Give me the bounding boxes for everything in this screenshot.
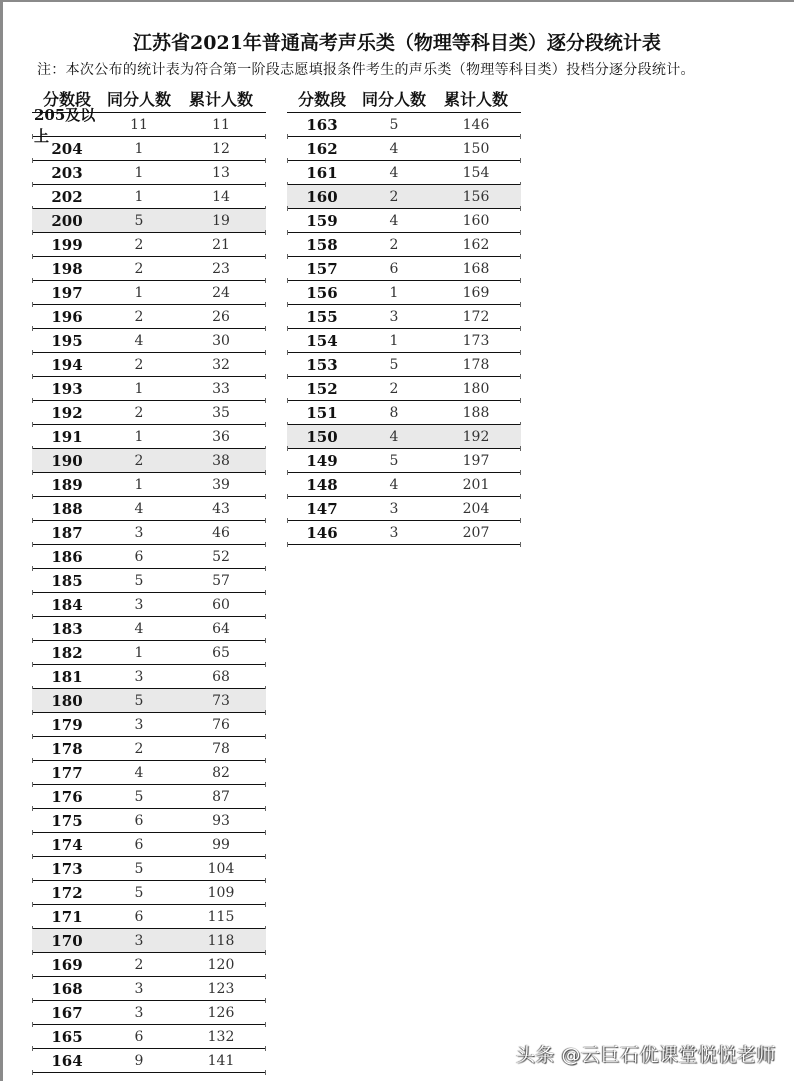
table-row [32, 521, 266, 545]
image-frame-left [0, 0, 3, 1081]
score-cell: 153 [306, 355, 338, 374]
score-cell: 183 [51, 619, 83, 638]
count-cell: 1 [134, 644, 144, 661]
table-row [287, 329, 521, 353]
table-row [32, 737, 266, 761]
table-row [32, 569, 266, 593]
count-cell: 6 [134, 908, 144, 925]
count-cell: 4 [389, 212, 399, 229]
count-cell: 4 [134, 332, 144, 349]
cumulative-cell: 12 [212, 140, 230, 157]
cumulative-cell: 57 [212, 572, 230, 589]
cumulative-cell: 13 [212, 164, 230, 181]
cumulative-cell: 172 [462, 308, 490, 325]
score-cell: 202 [51, 187, 83, 206]
count-cell: 1 [134, 188, 144, 205]
score-cell: 193 [51, 379, 83, 398]
cumulative-cell: 39 [212, 476, 230, 493]
table-body [287, 113, 521, 545]
table-row [287, 137, 521, 161]
column-header-score: 分数段 [42, 89, 91, 109]
table-row [32, 665, 266, 689]
score-cell: 174 [51, 835, 83, 854]
cumulative-cell: 19 [212, 212, 230, 229]
count-cell: 4 [389, 476, 399, 493]
count-cell: 5 [134, 212, 144, 229]
cumulative-cell: 168 [462, 260, 490, 277]
cumulative-cell: 154 [462, 164, 490, 181]
count-cell: 3 [134, 1004, 144, 1021]
cumulative-cell: 32 [212, 356, 230, 373]
cumulative-cell: 23 [212, 260, 230, 277]
score-cell: 189 [51, 475, 83, 494]
table-row [32, 185, 266, 209]
count-cell: 2 [134, 404, 144, 421]
score-cell: 197 [51, 283, 83, 302]
table-row [32, 1025, 266, 1049]
count-cell: 4 [134, 620, 144, 637]
count-cell: 1 [134, 428, 144, 445]
table-row [287, 521, 521, 545]
count-cell: 6 [134, 548, 144, 565]
count-cell: 11 [130, 116, 148, 133]
table-row [32, 233, 266, 257]
cumulative-cell: 160 [462, 212, 490, 229]
table-row [32, 257, 266, 281]
cumulative-cell: 78 [212, 740, 230, 757]
table-row [32, 761, 266, 785]
score-cell: 176 [51, 787, 83, 806]
score-cell: 190 [51, 451, 83, 470]
cumulative-cell: 24 [212, 284, 230, 301]
count-cell: 2 [134, 236, 144, 253]
column-header-count: 同分人数 [361, 89, 426, 109]
score-cell: 179 [51, 715, 83, 734]
count-cell: 5 [389, 452, 399, 469]
cumulative-cell: 38 [212, 452, 230, 469]
table-row [32, 137, 266, 161]
score-table-left [32, 84, 266, 1073]
score-cell: 199 [51, 235, 83, 254]
score-cell: 200 [51, 211, 83, 230]
count-cell: 9 [134, 1052, 144, 1069]
cumulative-cell: 178 [462, 356, 490, 373]
table-row [32, 713, 266, 737]
table-row [287, 305, 521, 329]
table-row [32, 1049, 266, 1073]
score-cell: 149 [306, 451, 338, 470]
cumulative-cell: 21 [212, 236, 230, 253]
score-cell: 182 [51, 643, 83, 662]
table-row [32, 593, 266, 617]
cumulative-cell: 11 [212, 116, 230, 133]
table-note: 注：本次公布的统计表为符合第一阶段志愿填报条件考生的声乐类（物理等科目类）投档分逐分段统计。 [37, 62, 695, 78]
count-cell: 4 [389, 164, 399, 181]
cumulative-cell: 201 [462, 476, 490, 493]
count-cell: 5 [134, 860, 144, 877]
cumulative-cell: 192 [462, 428, 490, 445]
table-row [287, 449, 521, 473]
cumulative-cell: 35 [212, 404, 230, 421]
score-cell: 188 [51, 499, 83, 518]
count-cell: 1 [134, 380, 144, 397]
cumulative-cell: 188 [462, 404, 490, 421]
count-cell: 2 [134, 452, 144, 469]
table-row [32, 209, 266, 233]
table-row [32, 329, 266, 353]
table-row [32, 809, 266, 833]
cumulative-cell: 43 [212, 500, 230, 517]
table-row [32, 617, 266, 641]
table-row [32, 281, 266, 305]
count-cell: 2 [134, 260, 144, 277]
score-cell: 187 [51, 523, 83, 542]
cumulative-cell: 36 [212, 428, 230, 445]
score-cell: 146 [306, 523, 338, 542]
cumulative-cell: 104 [207, 860, 235, 877]
score-cell: 172 [51, 883, 83, 902]
count-cell: 5 [389, 116, 399, 133]
cumulative-cell: 99 [212, 836, 230, 853]
score-cell: 156 [306, 283, 338, 302]
count-cell: 5 [134, 788, 144, 805]
score-cell: 162 [306, 139, 338, 158]
score-cell: 151 [306, 403, 338, 422]
score-cell: 178 [51, 739, 83, 758]
count-cell: 2 [134, 956, 144, 973]
score-cell: 161 [306, 163, 338, 182]
cumulative-cell: 141 [207, 1052, 235, 1069]
score-cell: 165 [51, 1027, 83, 1046]
count-cell: 3 [134, 932, 144, 949]
table-row [32, 425, 266, 449]
table-header [287, 84, 521, 113]
cumulative-cell: 33 [212, 380, 230, 397]
count-cell: 1 [389, 284, 399, 301]
column-header-cumulative: 累计人数 [188, 89, 253, 109]
cumulative-cell: 173 [462, 332, 490, 349]
count-cell: 5 [134, 884, 144, 901]
count-cell: 3 [134, 524, 144, 541]
table-row [32, 161, 266, 185]
score-cell: 157 [306, 259, 338, 278]
table-row [287, 257, 521, 281]
table-row [32, 929, 266, 953]
cumulative-cell: 115 [207, 908, 235, 925]
table-row [287, 113, 521, 137]
count-cell: 3 [389, 308, 399, 325]
count-cell: 4 [134, 500, 144, 517]
score-cell: 154 [306, 331, 338, 350]
table-row [32, 881, 266, 905]
count-cell: 4 [389, 140, 399, 157]
score-cell: 181 [51, 667, 83, 686]
cumulative-cell: 126 [207, 1004, 235, 1021]
table-row [287, 353, 521, 377]
score-cell: 160 [306, 187, 338, 206]
count-cell: 2 [389, 188, 399, 205]
cumulative-cell: 156 [462, 188, 490, 205]
score-cell: 184 [51, 595, 83, 614]
count-cell: 4 [389, 428, 399, 445]
count-cell: 3 [134, 716, 144, 733]
score-cell: 163 [306, 115, 338, 134]
count-cell: 1 [134, 476, 144, 493]
table-row [32, 785, 266, 809]
score-cell: 196 [51, 307, 83, 326]
score-cell: 148 [306, 475, 338, 494]
table-row [32, 473, 266, 497]
cumulative-cell: 73 [212, 692, 230, 709]
score-cell: 175 [51, 811, 83, 830]
table-row [32, 305, 266, 329]
count-cell: 3 [134, 980, 144, 997]
score-cell: 192 [51, 403, 83, 422]
score-cell: 177 [51, 763, 83, 782]
cumulative-cell: 93 [212, 812, 230, 829]
score-cell: 155 [306, 307, 338, 326]
score-cell: 173 [51, 859, 83, 878]
table-row [287, 473, 521, 497]
score-cell: 180 [51, 691, 83, 710]
table-row [32, 641, 266, 665]
table-row [287, 281, 521, 305]
score-cell: 164 [51, 1051, 83, 1070]
table-row [32, 353, 266, 377]
table-row [32, 689, 266, 713]
table-row [32, 857, 266, 881]
table-row [32, 497, 266, 521]
column-header-count: 同分人数 [106, 89, 171, 109]
count-cell: 1 [134, 140, 144, 157]
score-cell: 170 [51, 931, 83, 950]
score-cell: 204 [51, 139, 83, 158]
table-row [287, 497, 521, 521]
cumulative-cell: 82 [212, 764, 230, 781]
count-cell: 1 [134, 284, 144, 301]
table-row [32, 449, 266, 473]
count-cell: 3 [389, 524, 399, 541]
column-header-score: 分数段 [297, 89, 346, 109]
cumulative-cell: 64 [212, 620, 230, 637]
table-row [32, 401, 266, 425]
cumulative-cell: 26 [212, 308, 230, 325]
count-cell: 4 [134, 764, 144, 781]
table-row [32, 377, 266, 401]
count-cell: 5 [389, 356, 399, 373]
cumulative-cell: 46 [212, 524, 230, 541]
count-cell: 3 [134, 596, 144, 613]
count-cell: 2 [389, 380, 399, 397]
table-row [287, 161, 521, 185]
count-cell: 2 [134, 740, 144, 757]
cumulative-cell: 132 [207, 1028, 235, 1045]
score-cell: 191 [51, 427, 83, 446]
cumulative-cell: 87 [212, 788, 230, 805]
cumulative-cell: 146 [462, 116, 490, 133]
score-cell: 195 [51, 331, 83, 350]
count-cell: 2 [134, 356, 144, 373]
table-row [287, 425, 521, 449]
count-cell: 5 [134, 572, 144, 589]
cumulative-cell: 207 [462, 524, 490, 541]
count-cell: 5 [134, 692, 144, 709]
cumulative-cell: 52 [212, 548, 230, 565]
score-cell: 159 [306, 211, 338, 230]
count-cell: 2 [389, 236, 399, 253]
score-cell: 171 [51, 907, 83, 926]
cumulative-cell: 109 [207, 884, 235, 901]
count-cell: 2 [134, 308, 144, 325]
cumulative-cell: 162 [462, 236, 490, 253]
cumulative-cell: 118 [207, 932, 235, 949]
cumulative-cell: 150 [462, 140, 490, 157]
score-cell: 169 [51, 955, 83, 974]
table-body [32, 105, 266, 1073]
table-row [287, 233, 521, 257]
score-table-right [287, 84, 521, 545]
count-cell: 1 [134, 164, 144, 181]
table-row [287, 401, 521, 425]
score-cell: 205及以上 [34, 105, 96, 145]
cumulative-cell: 204 [462, 500, 490, 517]
cumulative-cell: 76 [212, 716, 230, 733]
score-cell: 167 [51, 1003, 83, 1022]
score-cell: 150 [306, 427, 338, 446]
image-frame-top [0, 0, 794, 2]
table-row [32, 977, 266, 1001]
count-cell: 6 [134, 812, 144, 829]
score-cell: 168 [51, 979, 83, 998]
score-cell: 186 [51, 547, 83, 566]
cumulative-cell: 180 [462, 380, 490, 397]
page-title: 江苏省2021年普通高考声乐类（物理等科目类）逐分段统计表 [133, 32, 661, 54]
cumulative-cell: 120 [207, 956, 235, 973]
table-row [287, 209, 521, 233]
watermark: 头条 @云巨石优课堂悦悦老师 [515, 1044, 776, 1066]
table-row [287, 377, 521, 401]
cumulative-cell: 60 [212, 596, 230, 613]
score-cell: 147 [306, 499, 338, 518]
cumulative-cell: 169 [462, 284, 490, 301]
score-cell: 152 [306, 379, 338, 398]
count-cell: 8 [389, 404, 399, 421]
table-row [32, 545, 266, 569]
count-cell: 3 [389, 500, 399, 517]
cumulative-cell: 123 [207, 980, 235, 997]
cumulative-cell: 68 [212, 668, 230, 685]
table-row [32, 833, 266, 857]
table-row [32, 105, 266, 145]
count-cell: 1 [389, 332, 399, 349]
count-cell: 6 [134, 1028, 144, 1045]
table-row [32, 953, 266, 977]
cumulative-cell: 65 [212, 644, 230, 661]
table-row [287, 185, 521, 209]
column-header-cumulative: 累计人数 [443, 89, 508, 109]
table-row [32, 905, 266, 929]
cumulative-cell: 14 [212, 188, 230, 205]
count-cell: 6 [134, 836, 144, 853]
score-cell: 194 [51, 355, 83, 374]
count-cell: 3 [134, 668, 144, 685]
cumulative-cell: 30 [212, 332, 230, 349]
score-cell: 158 [306, 235, 338, 254]
score-cell: 198 [51, 259, 83, 278]
score-cell: 203 [51, 163, 83, 182]
score-cell: 185 [51, 571, 83, 590]
table-row [32, 1001, 266, 1025]
count-cell: 6 [389, 260, 399, 277]
cumulative-cell: 197 [462, 452, 490, 469]
